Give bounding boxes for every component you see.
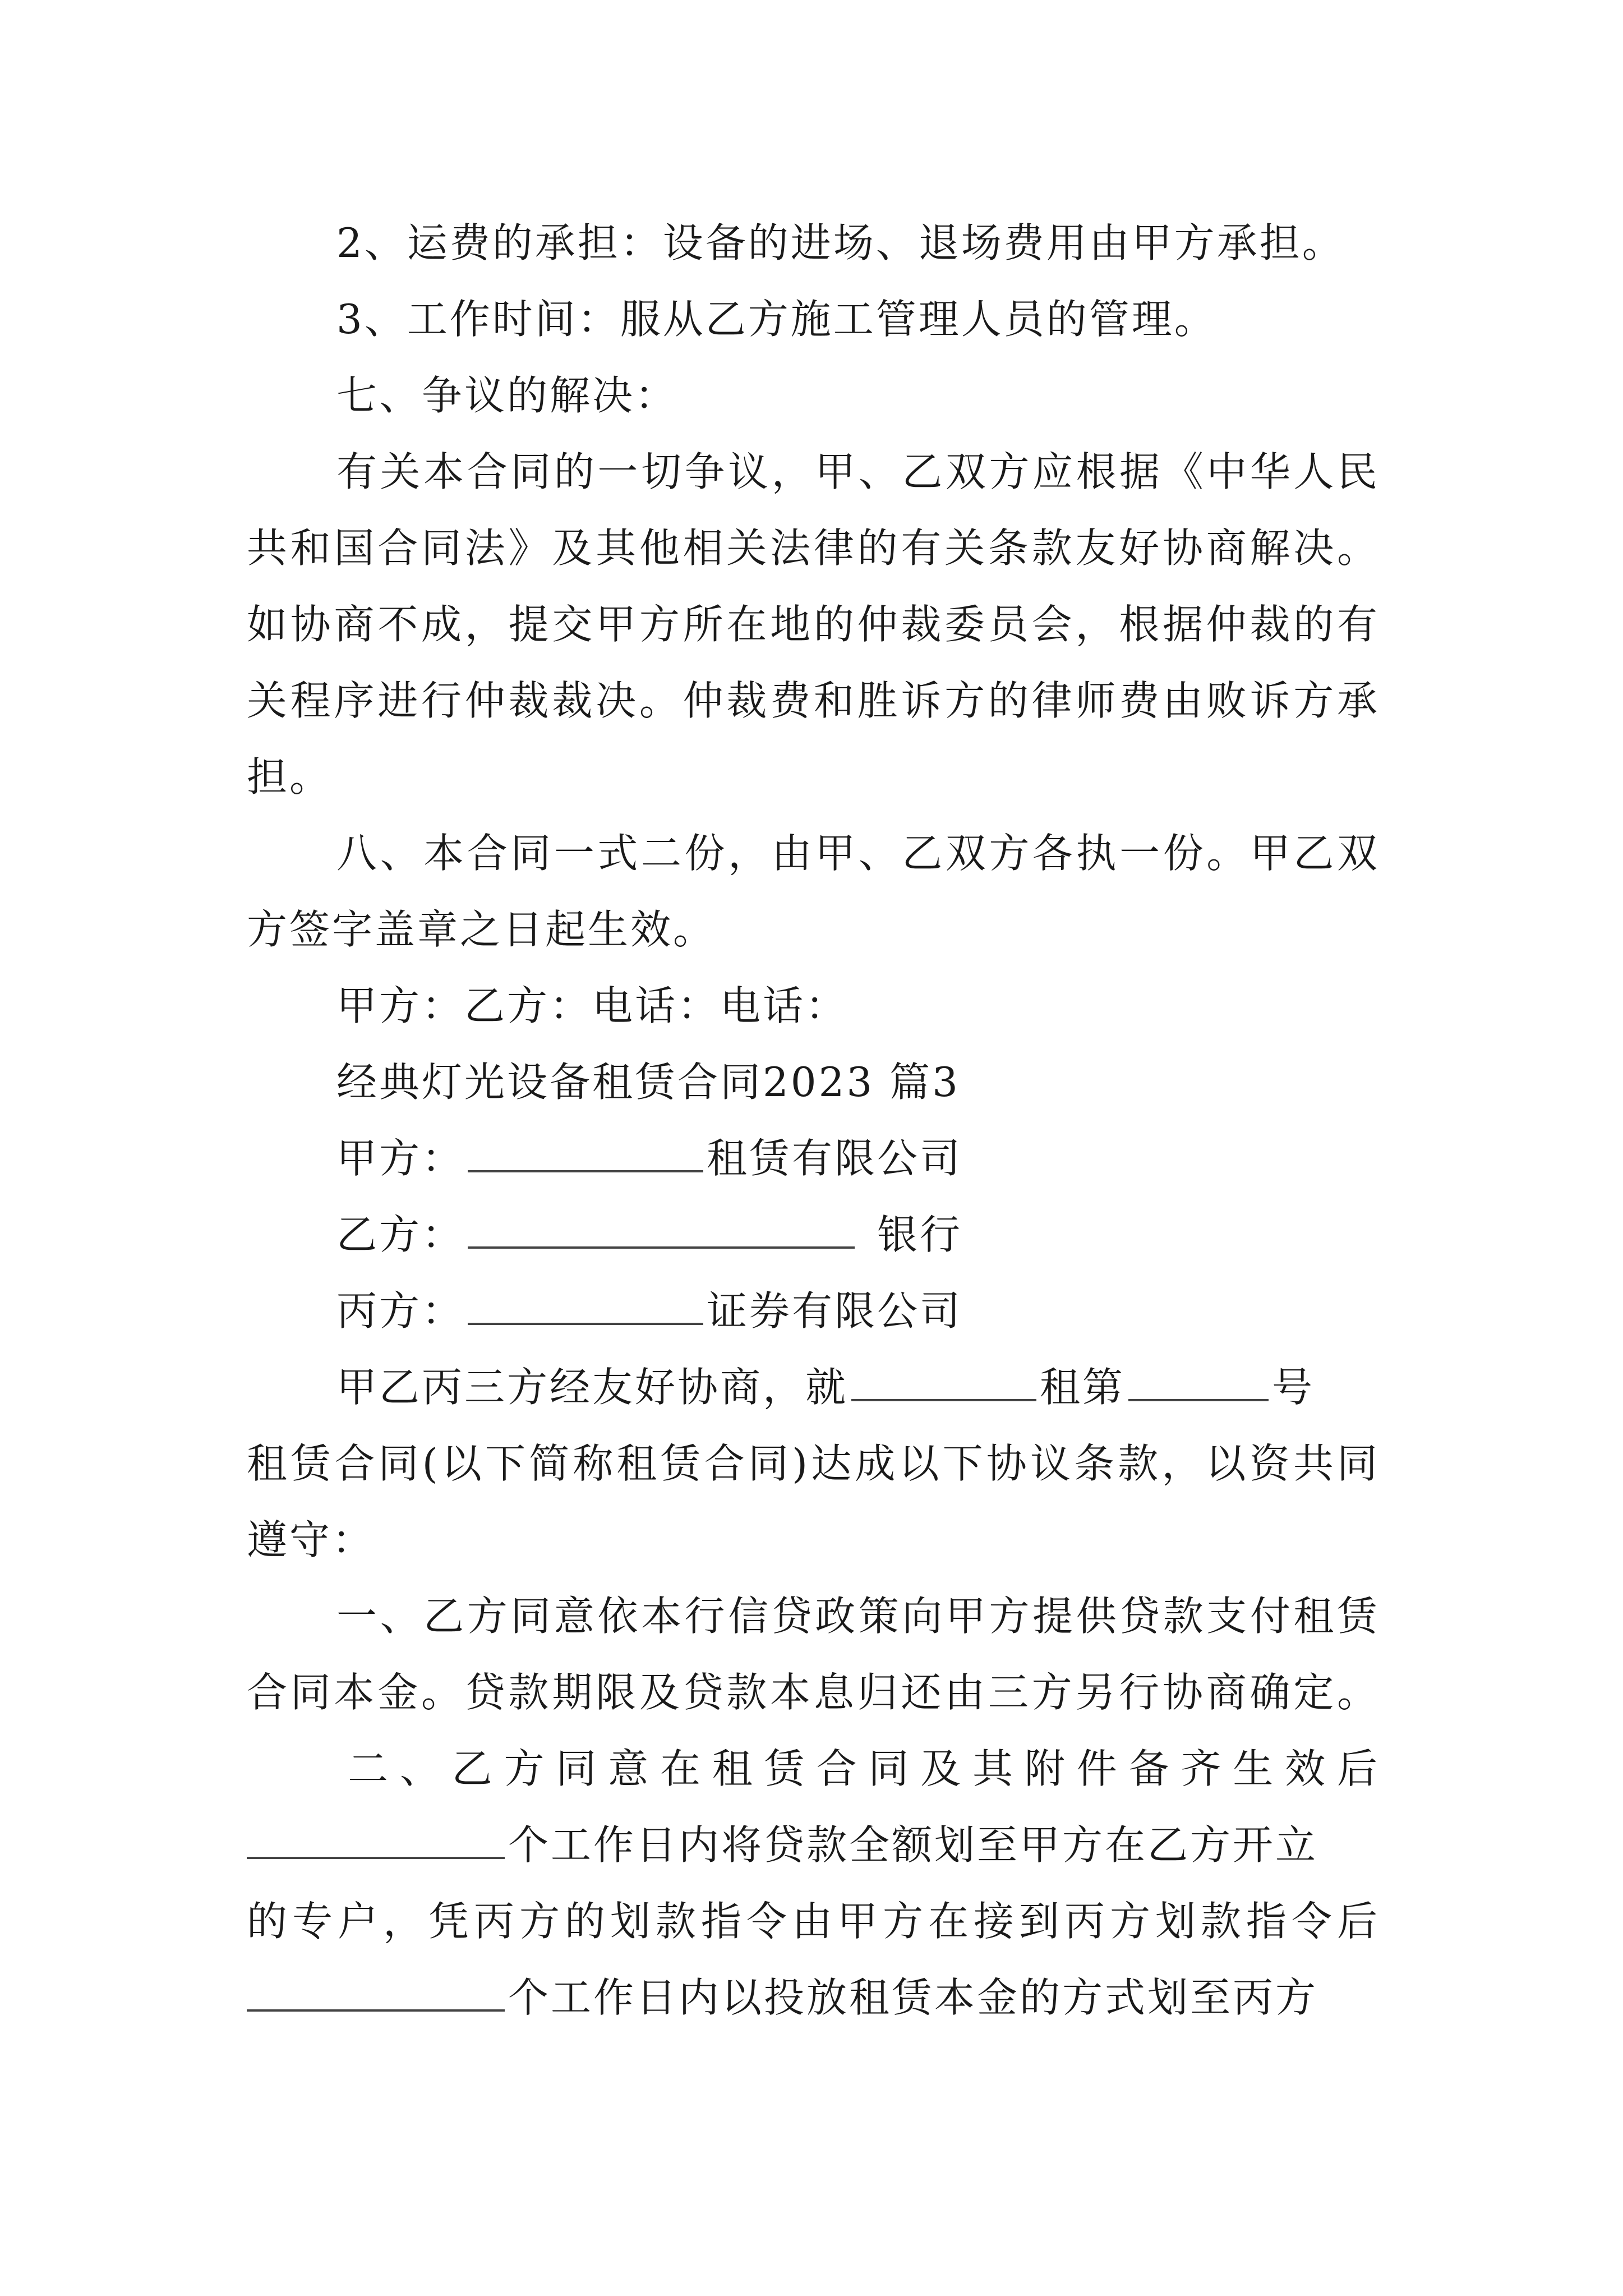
clause-one-line: 一、乙方同意依本行信贷政策向甲方提供贷款支付租赁 <box>336 1593 1380 1640</box>
paragraph-line: 八、本合同一式二份，由甲、乙双方各执一份。甲乙双 <box>336 830 1380 877</box>
clause-two-text-4: 个工作日内以投放租赁本金的方式划至丙方 <box>508 1974 1318 2021</box>
party-a-blank <box>468 1125 703 1172</box>
paragraph-line: 遵守： <box>247 1516 375 1563</box>
paragraph-line: 有关本合同的一切争议，甲、乙双方应根据《中华人民 <box>336 448 1380 495</box>
paragraph-line: 担。 <box>247 753 333 800</box>
paragraph-line: 关程序进行仲裁裁决。仲裁费和胜诉方的律师费由败诉方承 <box>247 677 1380 724</box>
agreement-text-2: 租第 <box>1040 1364 1126 1411</box>
party-b-suffix: 银行 <box>877 1211 963 1258</box>
party-a-label: 甲方： <box>336 1135 465 1182</box>
paragraph-line: 合同本金。贷款期限及贷款本息归还由三方另行协商确定。 <box>247 1669 1380 1716</box>
paragraph-line: 租赁合同(以下简称租赁合同)达成以下协议条款，以资共同 <box>247 1440 1380 1487</box>
paragraph-line: 2、运费的承担：设备的进场、退场费用由甲方承担。 <box>336 219 1345 266</box>
lease-number-blank <box>1128 1354 1269 1401</box>
party-c-suffix: 证券有限公司 <box>707 1287 963 1335</box>
signature-line: 甲方：乙方：电话：电话： <box>336 982 849 1029</box>
party-a-suffix: 租赁有限公司 <box>707 1135 963 1182</box>
party-c-blank <box>468 1278 703 1325</box>
contract-title: 经典灯光设备租赁合同2023 篇3 <box>336 1059 960 1106</box>
agreement-line <box>336 1348 1380 1427</box>
clause-two-text-2: 个工作日内将贷款全额划至甲方在乙方开立 <box>508 1821 1318 1869</box>
agreement-text-1: 甲乙丙三方经友好协商，就 <box>336 1364 849 1411</box>
party-c-line <box>336 1272 1380 1350</box>
agreement-text-3: 号 <box>1272 1364 1315 1411</box>
clause-two-line-4 <box>247 1958 1380 2037</box>
lease-name-blank <box>851 1354 1036 1401</box>
paragraph-line: 3、工作时间：服从乙方施工管理人员的管理。 <box>336 296 1217 343</box>
days-blank-1 <box>247 1812 505 1859</box>
paragraph-line: 方签字盖章之日起生效。 <box>247 906 716 953</box>
party-c-label: 丙方： <box>336 1287 465 1335</box>
clause-two-line-2 <box>247 1806 1380 1884</box>
section-heading: 七、争议的解决： <box>336 372 678 419</box>
party-b-label: 乙方： <box>336 1211 465 1258</box>
party-a-line <box>336 1119 1380 1198</box>
paragraph-line: 的专户，凭丙方的划款指令由甲方在接到丙方划款指令后 <box>247 1898 1380 1945</box>
clause-two-line: 二、乙方同意在租赁合同及其附件备齐生效后 <box>348 1745 1380 1792</box>
paragraph-line: 如协商不成，提交甲方所在地的仲裁委员会，根据仲裁的有 <box>247 601 1380 648</box>
party-b-line <box>336 1195 1380 1274</box>
paragraph-line: 共和国合同法》及其他相关法律的有关条款友好协商解决。 <box>247 524 1380 572</box>
days-blank-2 <box>247 1964 505 2012</box>
party-b-blank <box>468 1202 855 1249</box>
